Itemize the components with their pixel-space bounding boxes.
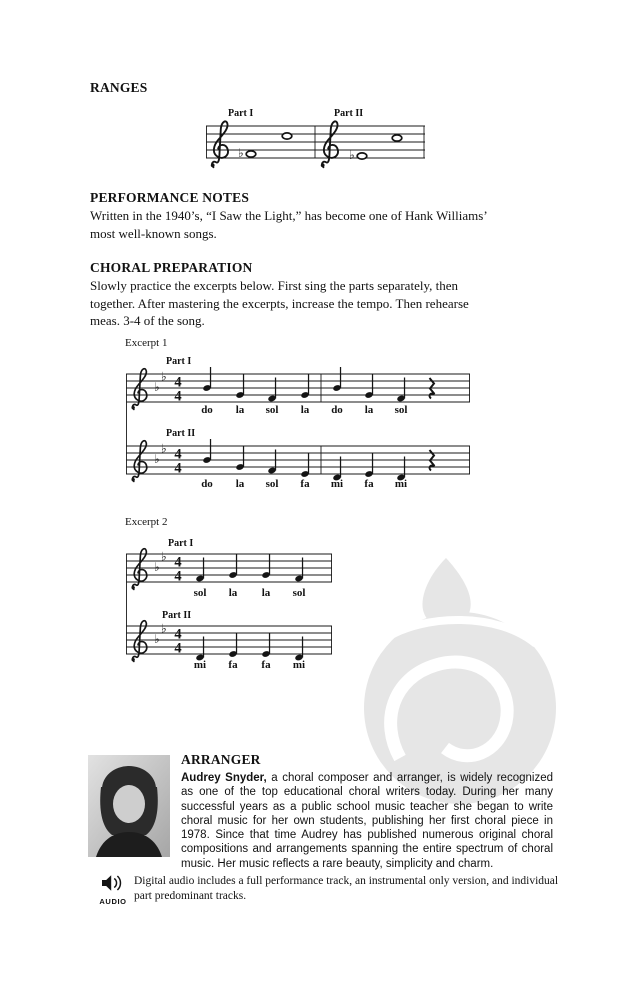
- time-signature-top: 4: [174, 626, 182, 643]
- performance-notes-heading: PERFORMANCE NOTES: [90, 190, 250, 205]
- arranger-bio: [181, 771, 553, 871]
- solfege-syllable: sol: [265, 478, 279, 490]
- ranges-heading: RANGES: [90, 80, 148, 95]
- solfege-syllable: mi: [394, 478, 408, 490]
- quarter-note: [261, 633, 270, 658]
- quarter-note: [235, 446, 244, 471]
- flat-sign: ♭: [154, 452, 160, 466]
- arranger-photo: [88, 755, 170, 857]
- quarter-note: [300, 453, 309, 478]
- solfege-syllable: fa: [364, 478, 374, 490]
- time-signature-top: 4: [174, 374, 182, 391]
- solfege-syllable: mi: [330, 478, 344, 490]
- audio-speaker-icon: [100, 873, 126, 893]
- excerpt1-part1-label: Part I: [166, 356, 192, 367]
- solfege-syllable: la: [261, 587, 271, 599]
- performance-notes-text: Written in the 1940’s, “I Saw the Light,” has become one of Hank Williams’ most well-known songs.: [90, 208, 487, 241]
- whole-note: [392, 135, 402, 141]
- quarter-note: [364, 453, 373, 478]
- time-signature-top: 4: [174, 554, 182, 571]
- quarter-note: [364, 374, 373, 399]
- choral-preparation-text: Slowly practice the excerpts below. First sing the parts separately, then together. After mastering the excerpts, increase the tempo. Then rehearse meas. 3-4 of the song.: [90, 278, 469, 328]
- treble-clef-icon: [321, 121, 338, 167]
- treble-clef-icon: [131, 441, 146, 482]
- watermark-logo: [328, 556, 592, 806]
- flat-sign: ♭: [161, 441, 167, 456]
- flat-sign: ♭: [238, 146, 244, 160]
- flat-sign: ♭: [161, 549, 167, 564]
- ranges-part1-label: Part I: [228, 108, 254, 119]
- solfege-syllable: la: [235, 404, 245, 416]
- arranger-name: Audrey Snyder,: [181, 772, 267, 784]
- flat-sign: ♭: [161, 369, 167, 384]
- solfege-syllable: mi: [292, 659, 306, 671]
- flat-sign: ♭: [154, 560, 160, 574]
- treble-clef-icon: [131, 549, 146, 590]
- quarter-note: [332, 367, 341, 392]
- treble-clef-icon: [131, 621, 146, 662]
- ranges-staff: [205, 118, 429, 178]
- time-signature-bottom: 4: [174, 460, 182, 477]
- solfege-syllable: la: [300, 404, 310, 416]
- quarter-note: [235, 374, 244, 399]
- solfege-syllable: do: [201, 478, 213, 490]
- solfege-syllable: la: [364, 404, 374, 416]
- excerpt2-system: [125, 532, 357, 674]
- excerpt2-part1-label: Part I: [168, 538, 194, 549]
- time-signature-bottom: 4: [174, 388, 182, 405]
- time-signature-bottom: 4: [174, 568, 182, 585]
- flat-sign: ♭: [161, 621, 167, 636]
- excerpt2-part2-solfege: [125, 659, 357, 673]
- solfege-syllable: do: [331, 404, 343, 416]
- flat-sign: ♭: [154, 380, 160, 394]
- excerpt2-part1-solfege: [125, 587, 357, 601]
- time-signature-top: 4: [174, 446, 182, 463]
- excerpt2-label: Excerpt 2: [125, 516, 168, 528]
- excerpt1-part2-solfege: [125, 478, 477, 492]
- audio-description: Digital audio includes a full performance track, an instrumental only version, and individual part predominant tracks.: [134, 875, 559, 902]
- flat-sign: ♭: [349, 148, 355, 162]
- excerpt1-part1-solfege: [125, 404, 477, 418]
- excerpt1-part2-label: Part II: [166, 428, 196, 439]
- quarter-note: [228, 554, 237, 579]
- ranges-part2-label: Part II: [334, 108, 364, 119]
- treble-clef-icon: [211, 121, 228, 167]
- solfege-syllable: sol: [265, 404, 279, 416]
- quarter-note: [228, 633, 237, 658]
- quarter-note: [202, 367, 211, 392]
- choral-preparation-heading: CHORAL PREPARATION: [90, 260, 253, 275]
- time-signature-bottom: 4: [174, 640, 182, 657]
- quarter-note: [261, 554, 270, 579]
- audio-label: AUDIO: [99, 897, 127, 906]
- arranger-heading: ARRANGER: [181, 752, 261, 767]
- whole-note: [246, 151, 256, 157]
- solfege-syllable: la: [228, 587, 238, 599]
- solfege-syllable: do: [201, 404, 213, 416]
- solfege-syllable: sol: [193, 587, 207, 599]
- flat-sign: ♭: [154, 632, 160, 646]
- excerpt1-label: Excerpt 1: [125, 337, 168, 349]
- whole-note: [282, 133, 292, 139]
- excerpt2-part2-label: Part II: [162, 610, 192, 621]
- solfege-syllable: fa: [300, 478, 310, 490]
- whole-note: [357, 153, 367, 159]
- quarter-note: [202, 439, 211, 464]
- solfege-syllable: la: [235, 478, 245, 490]
- solfege-syllable: fa: [261, 659, 271, 671]
- solfege-syllable: mi: [193, 659, 207, 671]
- solfege-syllable: fa: [228, 659, 238, 671]
- arranger-bio-text: a choral composer and arranger, is widely recognized as one of the top educational choral writers today. During her many successful years as a public school music teacher she began to write choral music for her own students, publishing her first choral piece in 1978. Since that time Audrey has published numerous original choral compositions and arrangements spanning the entire spectrum of choral music. Her music reflects a rare beauty, simplicity and charm.: [181, 772, 553, 870]
- quarter-note: [300, 374, 309, 399]
- solfege-syllable: sol: [292, 587, 306, 599]
- solfege-syllable: sol: [394, 404, 408, 416]
- excerpt1-system: [125, 352, 477, 494]
